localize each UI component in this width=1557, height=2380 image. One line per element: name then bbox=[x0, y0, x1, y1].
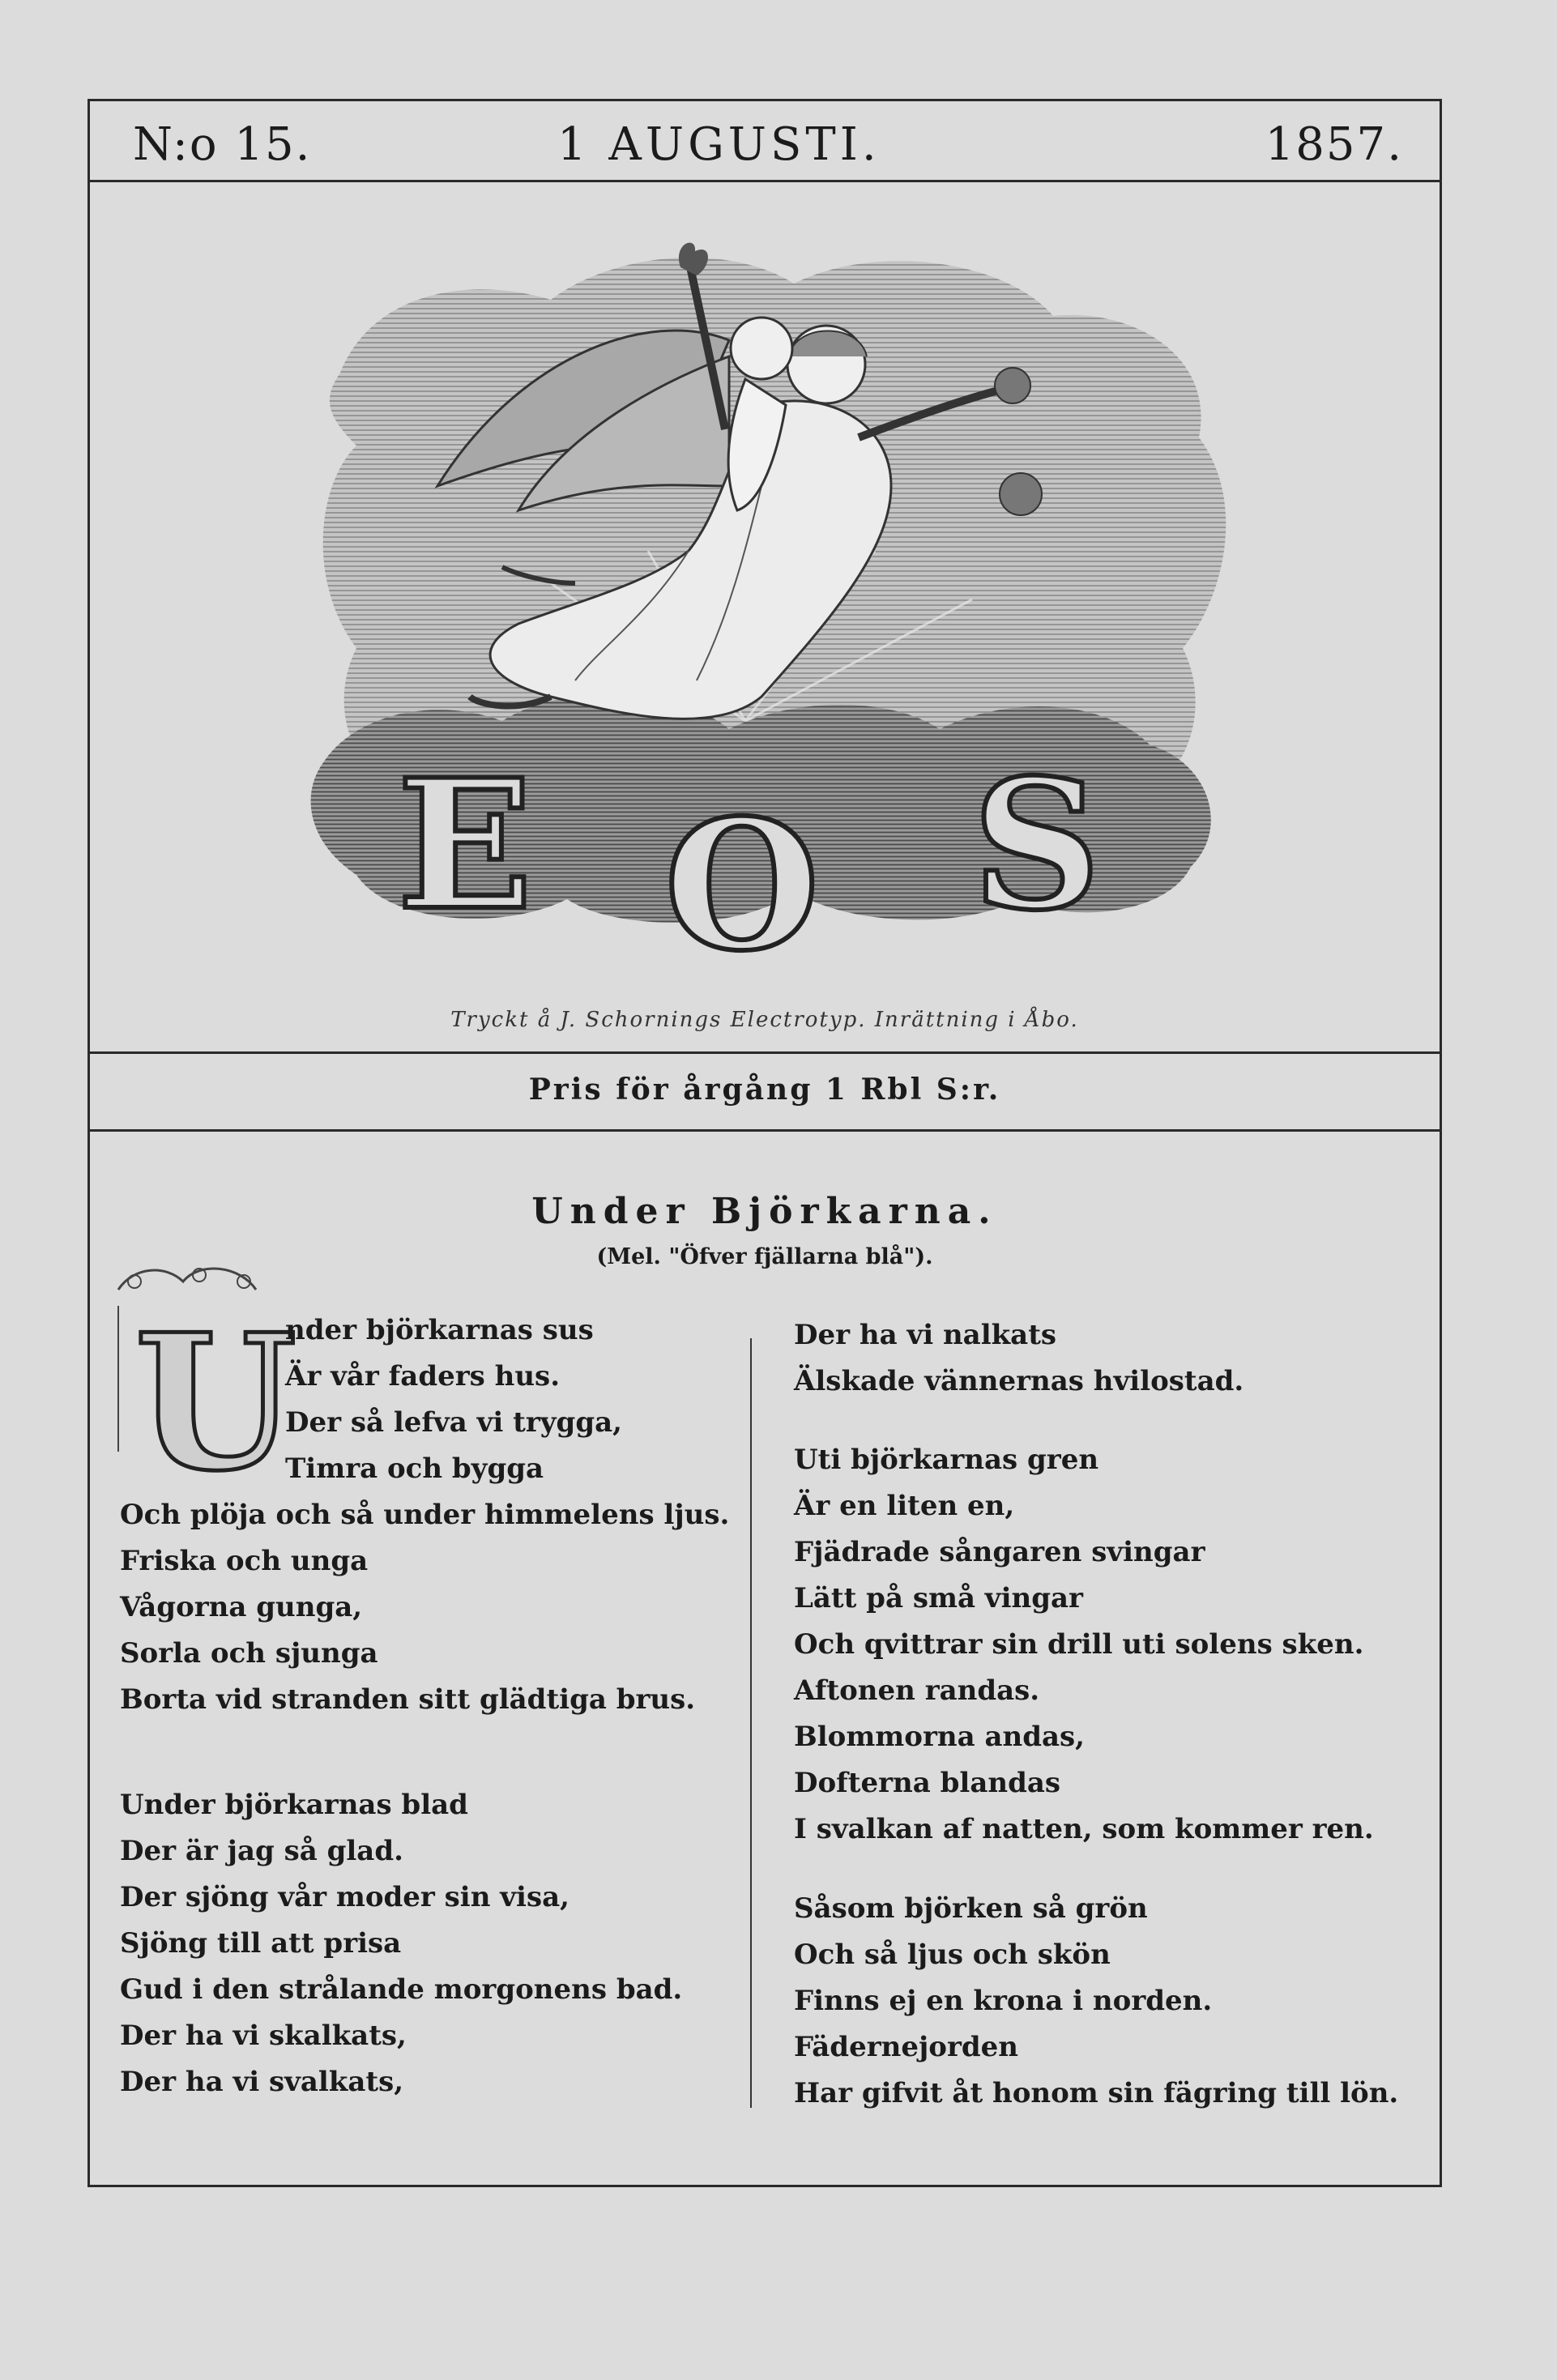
stanza-2-continued bbox=[794, 1312, 1243, 1405]
issue-number: N:o 15. bbox=[133, 118, 312, 171]
poem-line: Och qvittrar sin drill uti solens sken. bbox=[794, 1628, 1364, 1661]
price-bottom-rule bbox=[87, 1129, 1442, 1132]
masthead-letter-e: E bbox=[397, 740, 533, 949]
poem-line: Aftonen randas. bbox=[794, 1674, 1040, 1707]
poem-line: Friska och unga bbox=[120, 1545, 369, 1577]
poem-line: Lätt på små vingar bbox=[794, 1582, 1083, 1614]
poem-line: Dofterna blandas bbox=[794, 1767, 1061, 1799]
stanza-2 bbox=[120, 1782, 682, 2105]
poem-line: Der sjöng vår moder sin visa, bbox=[120, 1881, 569, 1913]
poem-line: Sorla och sjunga bbox=[120, 1637, 378, 1670]
poem-line: Och plöja och så under himmelens ljus. bbox=[120, 1499, 730, 1531]
stanza-3 bbox=[794, 1437, 1374, 1853]
drop-cap-letter: U bbox=[134, 1294, 297, 1512]
masthead-letter-s: S bbox=[972, 740, 1101, 949]
poem-line: Gud i den strålande morgonens bad. bbox=[120, 1973, 683, 2006]
poem-line: Sjöng till att prisa bbox=[120, 1927, 402, 1960]
poem-line: Der är jag så glad. bbox=[120, 1835, 403, 1867]
masthead-vignette bbox=[308, 243, 1248, 1021]
poem-line: I svalkan af natten, som kommer ren. bbox=[794, 1813, 1374, 1845]
poem-title: Under Björkarna. bbox=[531, 1191, 998, 1232]
printer-credit: Tryckt å J. Schornings Electrotyp. Inrättning i Åbo. bbox=[450, 1008, 1079, 1032]
vignette-bottom-rule bbox=[87, 1051, 1442, 1054]
poem-line: Under björkarnas blad bbox=[120, 1789, 468, 1821]
issue-year: 1857. bbox=[1265, 118, 1403, 171]
poem-line: Vågorna gunga, bbox=[120, 1591, 363, 1623]
subscription-price: Pris för årgång 1 Rbl S:r. bbox=[528, 1073, 1001, 1107]
poem-melody: (Mel. "Öfver fjällarna blå"). bbox=[596, 1244, 933, 1269]
poem-line: Der ha vi skalkats, bbox=[120, 2020, 407, 2052]
poem-line: Der ha vi nalkats bbox=[794, 1319, 1057, 1351]
poem-line: Finns ej en krona i norden. bbox=[794, 1985, 1213, 2017]
poem-line: Har gifvit åt honom sin fägring till lön. bbox=[794, 2077, 1399, 2109]
header-rule bbox=[87, 180, 1442, 182]
stanza-4 bbox=[794, 1886, 1398, 2117]
poem-line: Och så ljus och skön bbox=[794, 1939, 1111, 1971]
poem-line: Der så lefva vi trygga, bbox=[285, 1406, 622, 1439]
angel-illustration bbox=[308, 243, 1248, 1021]
poem-line: nder björkarnas sus bbox=[285, 1314, 594, 1346]
poem-line: Är en liten en, bbox=[794, 1490, 1015, 1522]
poem-line: Blommorna andas, bbox=[794, 1721, 1085, 1753]
masthead-letter-o: O bbox=[664, 780, 820, 990]
poem-line: Älskade vännernas hvilostad. bbox=[794, 1365, 1244, 1397]
stanza-1 bbox=[120, 1307, 729, 1723]
poem-line: Såsom björken så grön bbox=[794, 1892, 1148, 1925]
poem-line: Borta vid stranden sitt glädtiga brus. bbox=[120, 1683, 696, 1716]
issue-date: 1 AUGUSTI. bbox=[557, 118, 881, 171]
column-divider bbox=[750, 1338, 752, 2108]
poem-line: Är vår faders hus. bbox=[285, 1360, 561, 1393]
poem-line: Timra och bygga bbox=[285, 1452, 544, 1485]
poem-line: Der ha vi svalkats, bbox=[120, 2066, 404, 2098]
poem-line: Fjädrade sångaren svingar bbox=[794, 1536, 1205, 1568]
issue-header bbox=[87, 105, 1442, 183]
poem-line: Fädernejorden bbox=[794, 2031, 1018, 2063]
poem-line: Uti björkarnas gren bbox=[794, 1444, 1099, 1476]
